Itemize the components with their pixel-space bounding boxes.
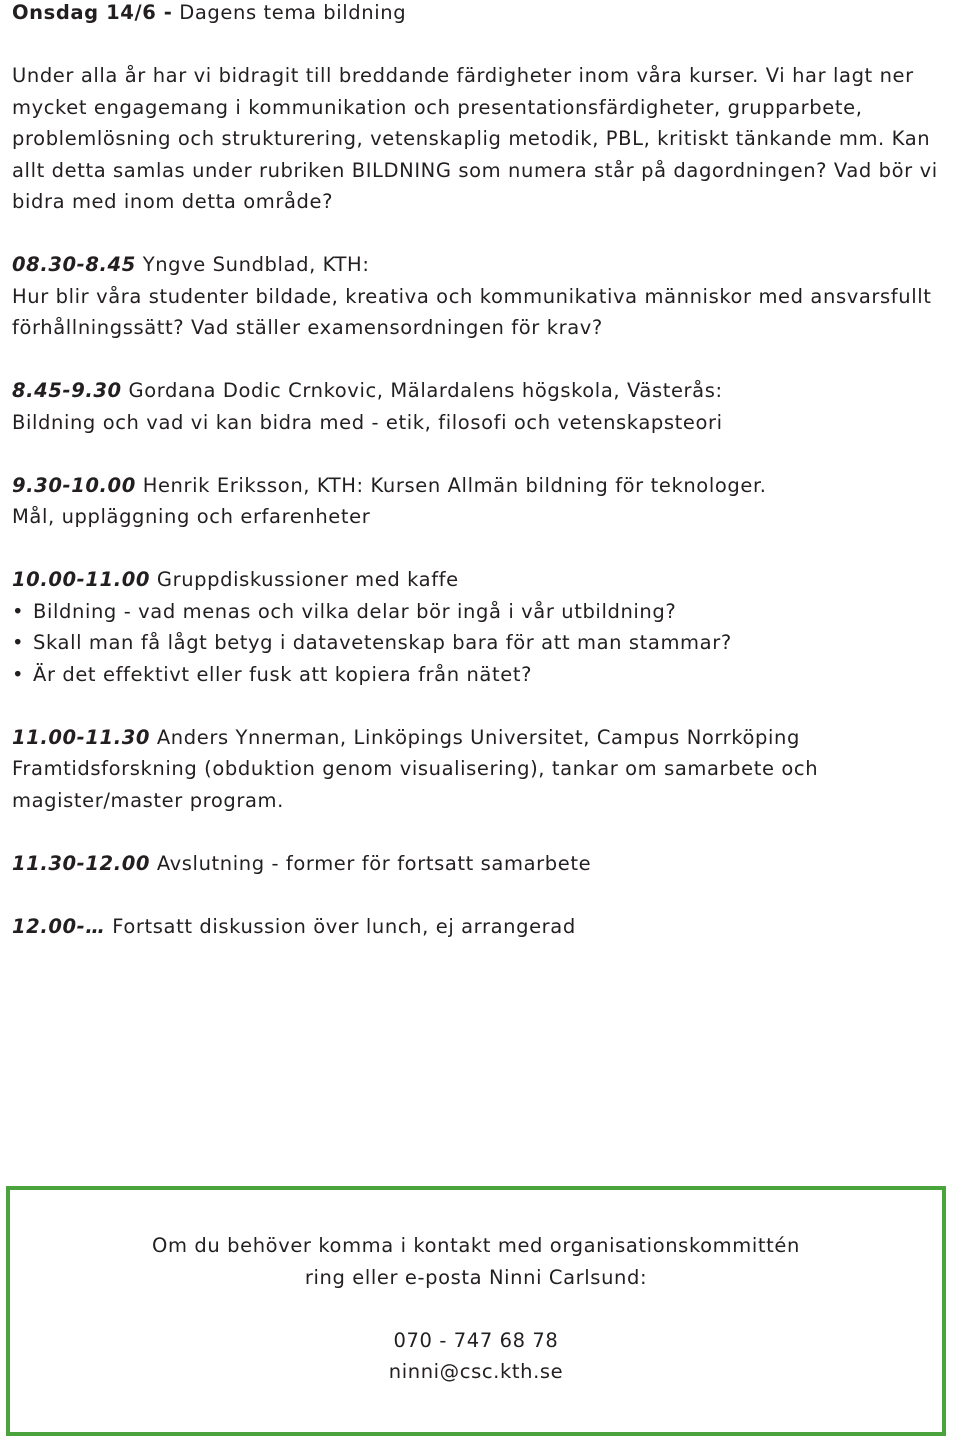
schedule-activity: Avslutning - former för fortsatt samarbete <box>150 851 592 875</box>
contact-instruction: ring eller e-posta Ninni Carlsund: <box>304 1265 648 1289</box>
contact-spacer <box>10 1293 942 1325</box>
program-page <box>12 0 947 942</box>
schedule-description: Mål, uppläggning och erfarenheter <box>12 505 371 528</box>
schedule-speaker: Yngve Sundblad, KTH: <box>135 253 370 276</box>
schedule-time: 12.00-… <box>12 914 106 938</box>
schedule-time: 11.30-12.00 <box>12 851 151 875</box>
schedule-speaker: Anders Ynnerman, Linköpings Universitet, Campus Norrköping <box>150 725 800 749</box>
discussion-questions <box>12 596 947 691</box>
schedule-item <box>12 249 947 344</box>
schedule-item-title <box>12 911 947 943</box>
schedule-item-title <box>12 848 947 880</box>
intro-paragraph: Under alla år har vi bidragit till breddande färdigheter inom våra kurser. Vi har lagt ner mycket engagemang i kommunikation och presentationsfärdigheter, grupparbete, problemlösning och strukturering, vetenskaplig metodik, PBL, kritiskt tänkande mm. Kan allt detta samlas under rubriken BILDNING som numera står på dagordningen? Vad bör vi bidra med inom detta område? <box>12 64 938 213</box>
contact-phone: 070 - 747 68 78 <box>393 1328 559 1352</box>
schedule-time: 11.00-11.30 <box>12 725 151 749</box>
discussion-question: • Bildning - vad menas och vilka delar bör ingå i vår utbildning? <box>12 596 947 628</box>
schedule-item <box>12 375 947 438</box>
schedule-item <box>12 722 947 817</box>
schedule-time: 9.30-10.00 <box>12 473 136 497</box>
schedule-item <box>12 470 947 533</box>
day-heading-theme: Dagens tema bildning <box>172 1 407 24</box>
schedule-time: 08.30-8.45 <box>12 253 136 276</box>
schedule-item-title <box>12 470 947 502</box>
contact-intro: Om du behöver komma i kontakt med organisationskommittén <box>152 1234 800 1257</box>
schedule-activity: Gruppdiskussioner med kaffe <box>150 568 459 591</box>
schedule-time: 8.45-9.30 <box>12 379 122 402</box>
schedule-time: 10.00-11.00 <box>12 568 151 591</box>
schedule-item-title <box>12 722 947 754</box>
schedule-speaker: Gordana Dodic Crnkovic, Mälardalens högskola, Västerås: <box>121 379 723 402</box>
contact-email: ninni@csc.kth.se <box>388 1360 564 1383</box>
discussion-question: • Är det effektivt eller fusk att kopiera från nätet? <box>12 659 947 691</box>
schedule-description: Bildning och vad vi kan bidra med - etik, filosofi och vetenskapsteori <box>12 410 723 434</box>
day-heading <box>12 0 947 29</box>
schedule-item-title <box>12 564 947 596</box>
contact-content <box>10 1230 942 1388</box>
schedule-item <box>12 848 947 880</box>
schedule-item <box>12 564 947 690</box>
discussion-question: • Skall man få lågt betyg i datavetenskap bara för att man stammar? <box>12 627 947 659</box>
schedule-item-title <box>12 375 947 407</box>
schedule-speaker: Henrik Eriksson, KTH: Kursen Allmän bildning för teknologer. <box>135 473 767 497</box>
schedule-item-title <box>12 249 947 281</box>
schedule-activity: Fortsatt diskussion över lunch, ej arrangerad <box>105 914 576 938</box>
schedule-description: Hur blir våra studenter bildade, kreativa och kommunikativa människor med ansvarsfullt förhållningssätt? Vad ställer examensordningen för krav? <box>12 284 932 339</box>
schedule-description: Framtidsforskning (obduktion genom visualisering), tankar om samarbete och magister/master program. <box>12 757 819 812</box>
contact-box <box>6 1186 946 1436</box>
schedule-item <box>12 911 947 943</box>
day-heading-date: Onsdag 14/6 - <box>12 1 173 24</box>
